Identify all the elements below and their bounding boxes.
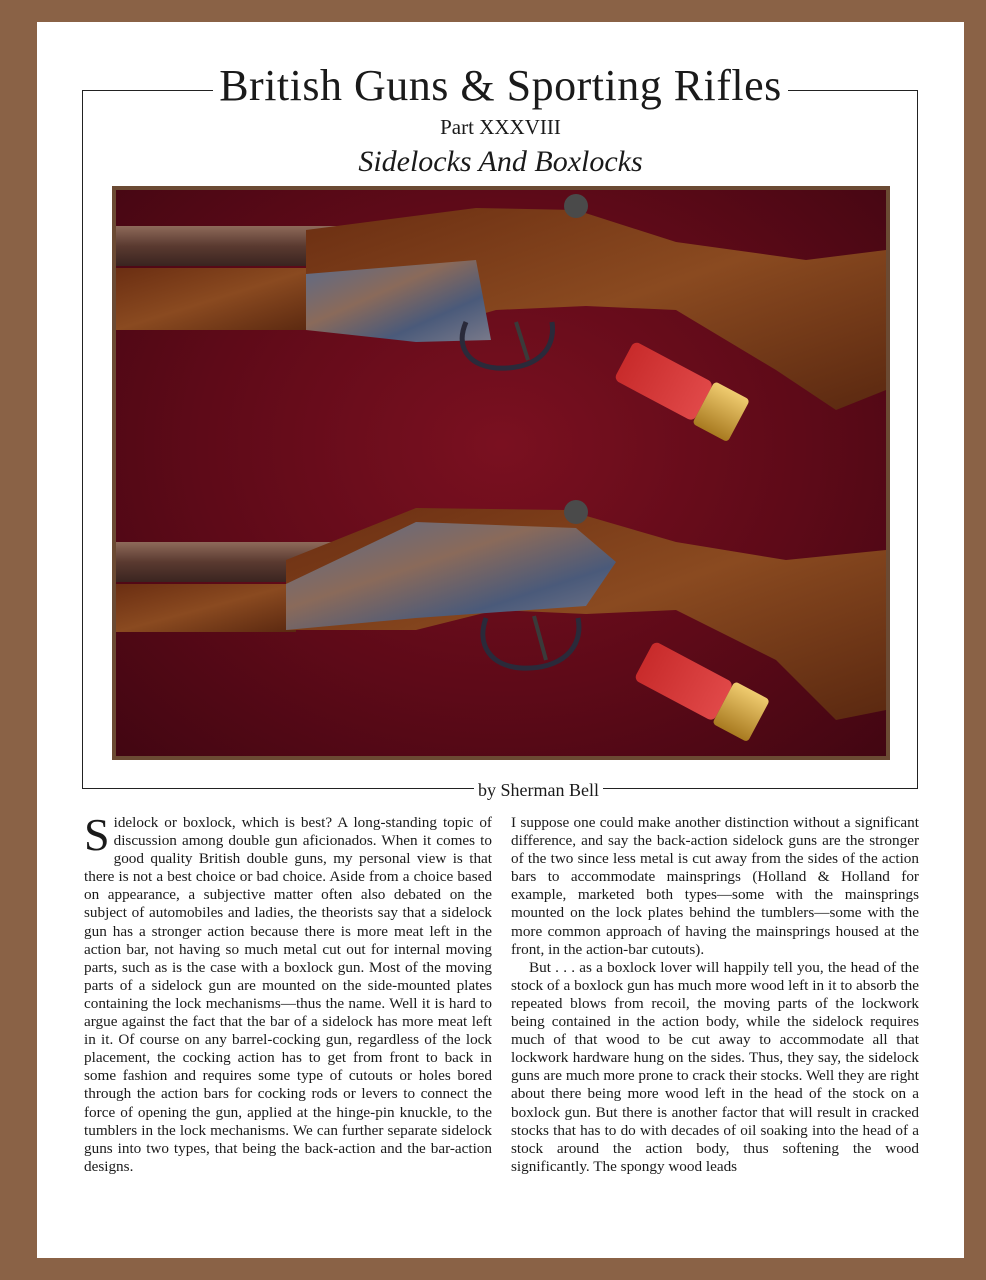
- paragraph-3: But . . . as a boxlock lover will happily tell you, the head of the stock of a boxlock gun has much more wood left in it to absorb the repeated blows from recoil, the moving parts of the lockwork being contained in the action body, while the sidelock requires much of that wood to be cut away to accommodate all that lockwork hardware hung on the sides. Thus, they say, the sidelock guns are much more prone to crack their stocks. Well they are right about there being more wood left in the head of the stock on a boxlock gun. But there is another factor that will result in cracked stocks that has to do with decades of oil soaking into the head of a stock around the action body, thus softening the wood significantly. The spongy wood leads: [511, 958, 919, 1175]
- bottom-shell: [633, 639, 770, 742]
- magazine-page: [37, 22, 964, 1258]
- bottom-gun: [116, 500, 886, 720]
- drop-cap: S: [84, 809, 110, 860]
- paragraph-1: [84, 809, 492, 1176]
- part-number: Part XXXVIII: [440, 115, 561, 139]
- article-title: British Guns & Sporting Rifles: [213, 60, 788, 112]
- article-subtitle: Sidelocks And Boxlocks: [358, 145, 643, 178]
- title-row: [37, 60, 964, 112]
- byline-row: [37, 778, 964, 802]
- top-gun: [116, 194, 886, 410]
- gun-photo: [112, 186, 890, 760]
- paragraph-1-text: idelock or boxlock, which is best? A long-standing topic of discussion among double gun aficionados. When it comes to good quality British double guns, my personal view is that there is not a best choice or bad choice. Aside from a choice based on appearance, a subjective matter often also debated on the subject of automobiles and ladies, the theorists say that a sidelock gun has a stronger action because there is more meat left in the action bar, not having so much metal cut out for internal moving parts, such as is the case with a boxlock gun. Most of the moving parts of a sidelock gun are mounted on the side-mounted plates containing the lock mechanisms—thus the name. Well it is hard to argue against the fact that the bar of a sidelock has more meat left in it. Of course on any barrel-cocking gun, regardless of the lock placement, the cocking action has to get from front to back in some fashion and requires some type of cutouts or holes bored through the action bars for cocking rods or levers to connect the force of opening the gun, applied at the hinge-pin knuckle, to the tumblers in the lock mechanisms. We can further separate sidelock guns into two types, that being the back-action and the bar-action designs.: [84, 814, 492, 1175]
- article-column-right: [511, 814, 919, 1176]
- article-column-left: [84, 809, 492, 1176]
- byline: by Sherman Bell: [474, 778, 603, 802]
- paragraph-2: I suppose one could make another distinction without a significant difference, and say the back-action sidelock guns are the stronger of the two since less metal is cut away from the sides of the action bars to accommodate mainsprings (Holland & Holland for example, marketed both types—some with the mainsprings mounted on the lock plates behind the tumblers—some with the more common approach of having the mainsprings housed at the front, in the action-bar cutouts).: [511, 814, 919, 958]
- top-shell: [613, 339, 750, 442]
- gun-photo-illustration: [116, 190, 886, 756]
